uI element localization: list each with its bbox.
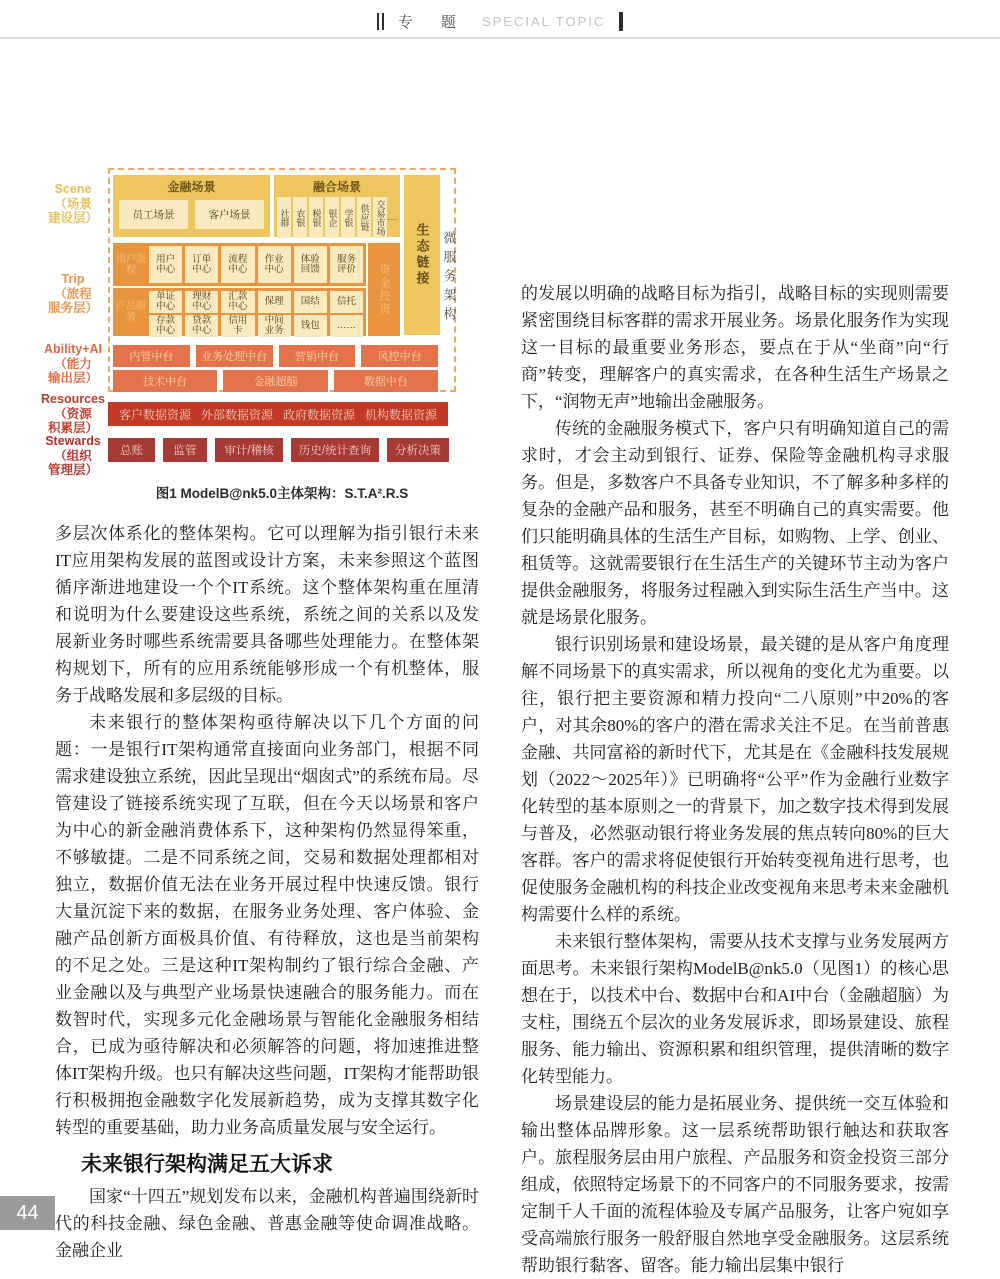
steward-item: 分析决策 — [387, 438, 449, 462]
page-header — [0, 8, 1000, 34]
steward-item: 监管 — [163, 438, 207, 462]
figure-caption: 图1 ModelB@nk5.0主体架构：S.T.A².R.S — [155, 486, 409, 501]
layer-label-line: Ability+AI — [44, 342, 102, 356]
product-item: …… — [330, 315, 363, 337]
journey-item: 体验回馈 — [294, 246, 327, 283]
topic-title-en: SPECIAL TOPIC — [481, 13, 606, 29]
fusion-item: 学银 — [341, 197, 355, 238]
paragraph: 未来银行整体架构，需要从技术支撑与业务发展两方面思考。未来银行架构ModelB@nk5.0（见图1）的核心思想在于，以技术中台、数据中台和AI中台（金融超脑）为支柱，围绕五个层次的业务发展诉求，即场景建设、旅程服务、能力输出、资源积累和组织管理，提供清晰的数字化转型能力。 — [521, 932, 949, 1086]
product-item: 信用卡 — [221, 315, 254, 337]
user-journey-label: 用户旅程 — [116, 253, 146, 276]
ability-item: 数据中台 — [334, 370, 438, 392]
journey-item: 服务评价 — [330, 246, 363, 283]
financial-scene-title: 金融场景 — [167, 180, 216, 194]
product-row-1 — [149, 291, 363, 313]
layer-label-line: （场景 — [54, 196, 92, 211]
microservice-architecture-label: 微服务架构 — [441, 230, 457, 326]
resource-item: 机构数据资源 — [364, 407, 437, 422]
topic-title-cn: 专 题 — [397, 13, 468, 31]
product-item: 保理 — [258, 291, 291, 313]
product-item: 汇款中心 — [221, 291, 254, 313]
product-item: 贷款中心 — [185, 315, 218, 337]
stewards-row — [108, 438, 450, 462]
ability-row-2 — [113, 370, 438, 392]
fusion-item: 供应链 — [357, 197, 371, 238]
resource-item: 政府数据资源 — [282, 407, 355, 422]
product-item: 中间业务 — [258, 315, 291, 337]
paragraph: 的发展以明确的战略目标为指引，战略目标的实现则需要紧密围绕目标客群的需求开展业务。场景化服务作为实现这一目标的最重要业务形态，要点在于从“坐商”向“行商”转变，理解客户的真实需求，在各种生活生产场景之下，“润物无声”地输出金融服务。 — [521, 284, 949, 411]
steward-item: 历史/统计查询 — [291, 438, 379, 462]
product-item: 钱包 — [294, 315, 327, 337]
resources-bar — [108, 402, 448, 426]
fusion-ellipsis: … — [387, 212, 397, 223]
resource-item: 外部数据资源 — [200, 407, 273, 422]
fusion-item: 社群 — [277, 197, 291, 238]
layer-label-line: 管理层） — [47, 463, 98, 477]
product-item: 理财中心 — [185, 291, 218, 313]
journey-item: 作业中心 — [258, 246, 291, 283]
fusion-scene-items — [277, 197, 387, 238]
layer-label-resources — [40, 392, 106, 436]
layer-label-line: （旅程 — [54, 286, 92, 301]
journey-item: 订单中心 — [185, 246, 218, 283]
layer-label-line: Trip — [61, 272, 85, 286]
journey-item: 用户中心 — [149, 246, 182, 283]
layer-label-line: （能力 — [54, 356, 92, 371]
steward-item: 总账 — [108, 438, 155, 462]
fusion-item: 银企 — [325, 197, 339, 238]
ability-item: 业务处理中台 — [196, 345, 273, 367]
layer-label-scene — [40, 182, 106, 226]
right-column — [521, 280, 949, 1279]
paragraph: 银行识别场景和建设场景，最关键的是从客户角度理解不同场景下的真实需求，所以视角的变化尤为重要。以往，银行把主要资源和精力投向“二八原则”中20%的客户，对其余80%的客户的潜在需求关注不足。在当前普惠金融、共同富裕的新时代下，尤其是在《金融科技发展规划（2022～2025年）》已明确将“公平”作为金融行业数字化转型的基本原则之一的背景下，加之数字技术得到发展与普及，必然驱动银行将业务发展的焦点转向80%的巨大客群。客户的需求将促使银行开始转变视角进行思考，也促使服务金融机构的科技企业改变视角来思考未来金融机构需要什么样的系统。 — [521, 635, 949, 924]
layer-label-ability — [40, 342, 106, 386]
section-heading: 未来银行架构满足五大诉求 — [81, 1152, 333, 1176]
steward-item: 审计/稽核 — [215, 438, 283, 462]
paragraph: 传统的金融服务模式下，客户只有明确知道自己的需求时，才会主动到银行、证券、保险等金融机构寻求服务。但是，多数客户不具备专业知识，不了解多种多样的复杂的金融产品和服务，甚至不明确自己的真实需要。他们只能明确具体的生活生产目标，如购物、上学、创业、租赁等。这就需要银行在生活生产的关键环节主动为客户提供金融服务，将服务过程融入到实际生活生产当中。这就是场景化服务。 — [521, 419, 949, 627]
left-column — [55, 520, 479, 1264]
header-divider — [0, 37, 1000, 39]
ability-item: 风控中台 — [361, 345, 438, 367]
product-item: 存款中心 — [149, 315, 182, 337]
product-service-label: 产品服务 — [116, 301, 146, 323]
fusion-item: 农银 — [293, 197, 307, 238]
paragraph: 国家“十四五”规划发布以来，金融机构普遍围绕新时代的科技金融、绿色金融、普惠金融等使命调准战略。金融企业 — [55, 1187, 479, 1260]
product-item: 国结 — [294, 291, 327, 313]
layer-label-line: Scene — [54, 182, 92, 196]
layer-label-trip — [40, 272, 106, 316]
paragraph: 未来银行的整体架构亟待解决以下几个方面的问题：一是银行IT架构通常直接面向业务部门，根据不同需求建设独立系统，因此呈现出“烟囱式”的系统布局。尽管建设了链接系统实现了互联，但在今天以场景和客户为中心的新金融消费体系下，这种架构仍然显得笨重，不够敏捷。二是不同系统之间，交易和数据处理都相对独立，数据价值无法在业务开展过程中快速反馈。银行大量沉淀下来的数据，在服务业务处理、客户体验、金融产品创新方面极具价值、有待释放，这也是当前架构的不足之处。三是这种IT架构制约了银行综合金融、产业金融以及与典型产业场景快速融合的服务能力。而在数智时代，实现多元化金融场景与智能化金融服务相结合，已成为亟待解决和必须解答的问题，将加速推进整体IT架构升级。也只有解决这些问题，IT架构才能帮助银行积极拥抱金融数字化发展新趋势，成为支撑其数字化转型的重要基础，助力业务高质量发展与安全运行。 — [55, 713, 479, 1137]
layer-label-line: Resources — [41, 392, 105, 406]
header-double-bar-icon — [377, 13, 384, 30]
layer-label-line: 输出层） — [47, 371, 98, 385]
ability-row-1 — [113, 345, 438, 367]
scene-item: 员工场景 — [119, 200, 188, 229]
product-item: 信托 — [330, 291, 363, 313]
product-item: 单证中心 — [149, 291, 182, 313]
resource-item: 客户数据资源 — [118, 407, 191, 422]
journey-item: 流程中心 — [221, 246, 254, 283]
ability-item: 技术中台 — [113, 370, 217, 392]
fusion-item: 交易市场 — [373, 197, 387, 238]
user-journey-band — [113, 243, 366, 286]
fusion-item: 税银 — [309, 197, 323, 238]
product-row-2 — [149, 315, 363, 337]
layer-label-line: （资源 — [54, 406, 92, 421]
product-service-band — [113, 288, 366, 336]
fusion-scene-box — [274, 175, 400, 237]
layer-label-line: 积累层） — [47, 421, 98, 435]
page-number: 44 — [16, 1201, 39, 1224]
layer-label-line: 服务层） — [47, 301, 98, 315]
layer-label-line: 建设层） — [47, 211, 98, 225]
ability-item: 金融超脑 — [223, 370, 327, 392]
paragraph: 多层次体系化的整体架构。它可以理解为指引银行未来IT应用架构发展的蓝图或设计方案，未来参照这个蓝图循序渐进地建设一个个IT系统。这个整体架构重在厘清和说明为什么要建设这些系统，系统之间的关系以及发展新业务时哪些系统需要具备哪些处理能力。在整体架构规划下，所有的应用系统能够形成一个有机整体，服务于战略发展和多层级的目标。 — [55, 524, 479, 705]
investment-bar: 资金投资 — [368, 243, 400, 336]
page-number-badge — [0, 1196, 55, 1230]
layer-label-stewards — [40, 434, 106, 478]
user-journey-items — [149, 246, 363, 283]
ability-item: 营销中台 — [279, 345, 356, 367]
financial-scene-box — [113, 175, 270, 237]
ability-item: 内管中台 — [113, 345, 190, 367]
paragraph: 场景建设层的能力是拓展业务、提供统一交互体验和输出整体品牌形象。这一层系统帮助银行触达和获取客户。旅程服务层由用户旅程、产品服务和资金投资三部分组成，依照特定场景下的不同客户的不同服务要求，按需定制千人千面的流程体验及专属产品服务，让客户宛如享受高端旅行服务一般舒服自然地享受金融服务。这层系统帮助银行黏客、留客。能力输出层集中银行 — [521, 1094, 949, 1275]
layer-label-line: Stewards — [45, 434, 101, 448]
eco-link-bar: 生态链接 — [404, 175, 440, 335]
scene-item: 客户场景 — [195, 200, 264, 229]
header-single-bar-icon — [619, 12, 623, 31]
financial-scene-items — [113, 200, 270, 229]
fusion-scene-title: 融合场景 — [312, 180, 361, 194]
figure-modelbank-architecture — [40, 166, 470, 516]
layer-label-line: （组织 — [54, 448, 92, 463]
